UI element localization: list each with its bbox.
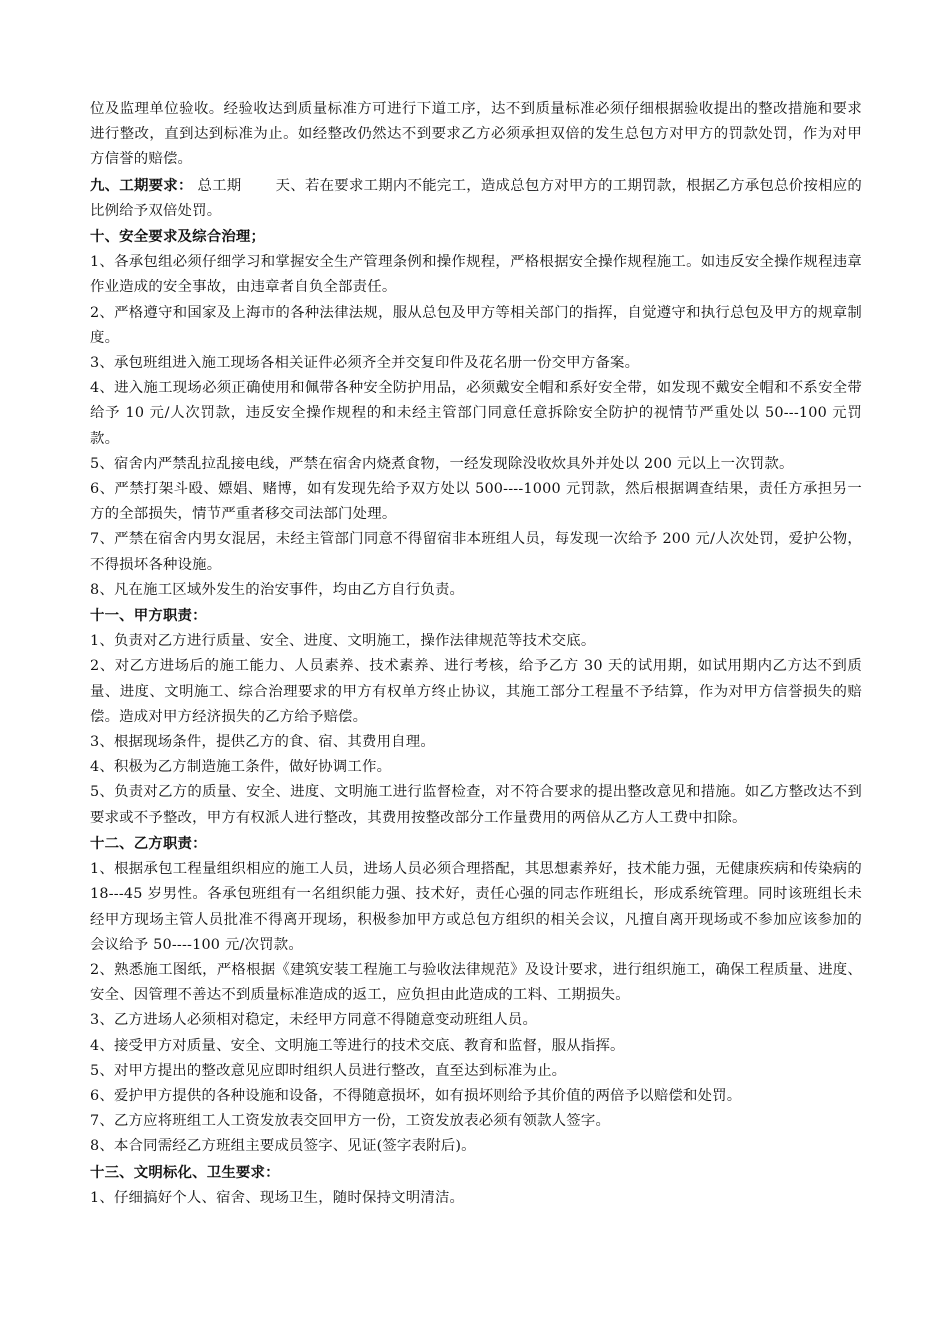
paragraph: 3、乙方进场人必须相对稳定，未经甲方同意不得随意变动班组人员。 <box>90 1012 538 1029</box>
paragraph: 2、熟悉施工图纸，严格根据《建筑安装工程施工与验收法律规范》及设计要求，进行组织施工，确保工程质量、进度、安全、因管理不善达不到质量标准造成的返工，应负担由此造成的工料、工期损失。 <box>90 961 862 1004</box>
paragraph: 4、接受甲方对质量、安全、文明施工等进行的技术交底、教育和监督，服从指挥。 <box>90 1037 625 1054</box>
section-heading: 十一、甲方职责： <box>90 607 207 625</box>
paragraph: 3、承包班组进入施工现场各相关证件必须齐全并交复印件及花名册一份交甲方备案。 <box>90 355 640 372</box>
paragraph: 5、宿舍内严禁乱拉乱接电线，严禁在宿舍内烧煮食物，一经发现除没收炊具外并处以 200 元以上一次罚款。 <box>90 455 794 472</box>
paragraph: 4、进入施工现场必须正确使用和佩带各种安全防护用品，必须戴安全帽和系好安全带，如发现不戴安全帽和不系安全带给予 10 元/人次罚款，违反安全操作规程的和未经主管部门同意任意拆除安全防护的视情节严重处以 50---100 元罚款。 <box>90 380 862 447</box>
paragraph: 1、根据承包工程量组织相应的施工人员，进场人员必须合理搭配，其思想素养好，技术能力强，无健康疾病和传染病的 18---45 岁男性。各承包班组有一名组织能力强、技术好，责任心强的同志作班组长，形成系统管理。同时该班组长未经甲方现场主管人员批准不得离开现场，积极参加甲方或总包方组织的相关会议，凡擅自离开现场或不参加应该参加的会议给予 50----100 元/次罚款。 <box>90 861 862 953</box>
paragraph: 4、积极为乙方制造施工条件，做好协调工作。 <box>90 759 392 776</box>
document-page <box>90 97 862 1211</box>
paragraph: 1、各承包组必须仔细学习和掌握安全生产管理条例和操作规程，严格根据安全操作规程施工。如违反安全操作规程违章作业造成的安全事故，由违章者自负全部责任。 <box>90 254 862 296</box>
paragraph: 7、严禁在宿舍内男女混居，未经主管部门同意不得留宿非本班组人员，每发现一次给予 200 元/人次处罚，爱护公物，不得损坏各种设施。 <box>90 531 862 573</box>
paragraph: 1、负责对乙方进行质量、安全、进度、文明施工，操作法律规范等技术交底。 <box>90 633 596 650</box>
section-9-paragraph: 九、工期要求： 总工期 天、若在要求工期内不能完工，造成总包方对甲方的工期罚款，根据乙方承包总价按相应的比例给予双倍处罚。 <box>90 176 862 219</box>
paragraph: 2、严格遵守和国家及上海市的各种法律法规，服从总包及甲方等相关部门的指挥，自觉遵守和执行总包及甲方的规章制度。 <box>90 304 862 346</box>
section-heading: 十三、文明标化、卫生要求： <box>90 1163 280 1181</box>
section-11-heading <box>90 603 862 629</box>
paragraph: 3、根据现场条件，提供乙方的食、宿、其费用自理。 <box>90 734 435 751</box>
paragraph: 位及监理单位验收。经验收达到质量标准方可进行下道工序，达不到质量标准必须仔细根据验收提出的整改措施和要求进行整改，直到达到标准为止。如经整改仍然达不到要求乙方必须承担双倍的发生总包方对甲方的罚款处罚，作为对甲方信誉的赔偿。 <box>90 101 862 168</box>
paragraph: 6、爱护甲方提供的各种设施和设备，不得随意损坏，如有损坏则给予其价值的两倍予以赔偿和处罚。 <box>90 1087 742 1104</box>
section-12-heading <box>90 831 862 857</box>
paragraph: 6、严禁打架斗殴、嫖娼、赌博，如有发现先给予双方处以 500----1000 元罚款，然后根据调查结果，责任方承担另一方的全部损失，情节严重者移交司法部门处理。 <box>90 481 862 523</box>
paragraph: 5、负责对乙方的质量、安全、进度、文明施工进行监督检查，对不符合要求的提出整改意见和措施。如乙方整改达不到要求或不予整改，甲方有权派人进行整改，其费用按整改部分工作量费用的两倍从乙方人工费中扣除。 <box>90 784 862 826</box>
paragraph: 7、乙方应将班组工人工资发放表交回甲方一份，工资发放表必须有领款人签字。 <box>90 1113 611 1130</box>
section-10-heading <box>90 224 862 250</box>
paragraph: 8、凡在施工区域外发生的治安事件，均由乙方自行负责。 <box>90 581 465 598</box>
paragraph: 1、仔细搞好个人、宿舍、现场卫生，随时保持文明清洁。 <box>90 1189 465 1206</box>
section-13-heading <box>90 1160 862 1186</box>
paragraph: 2、对乙方进场后的施工能力、人员素养、技术素养、进行考核，给予乙方 30 天的试用期，如试用期内乙方达不到质量、进度、文明施工、综合治理要求的甲方有权单方终止协议，其施工部分工程量不予结算，作为对甲方信誉损失的赔偿。造成对甲方经济损失的乙方给予赔偿。 <box>90 658 862 725</box>
section-heading: 十二、乙方职责： <box>90 834 207 852</box>
paragraph: 8、本合同需经乙方班组主要成员签字、见证(签字表附后)。 <box>90 1138 476 1155</box>
section-heading: 十、安全要求及综合治理； <box>90 228 266 246</box>
section-heading: 九、工期要求： <box>90 176 193 194</box>
paragraph: 5、对甲方提出的整改意见应即时组织人员进行整改，直至达到标准为止。 <box>90 1062 567 1079</box>
